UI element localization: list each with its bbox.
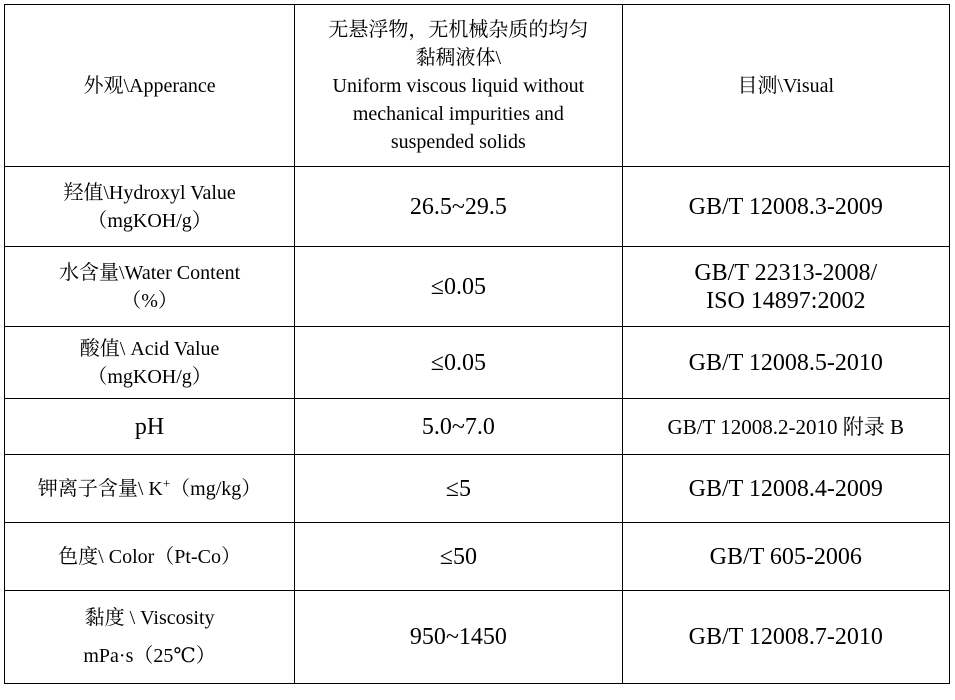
method-label: GB/T 12008.4-2009: [688, 475, 883, 502]
value-cell: [295, 5, 622, 167]
method-label: GB/T 22313-2008/: [694, 259, 878, 286]
value-cell: [295, 167, 622, 247]
table-row-acid-value: [5, 327, 950, 399]
table-row-color: [5, 523, 950, 591]
method-label: GB/T 12008.3-2009: [688, 193, 883, 220]
value-cell: [295, 523, 622, 591]
property-label: 外观\Apperance: [83, 74, 216, 97]
method-label: GB/T 12008.5-2010: [688, 349, 883, 376]
value-text: 26.5~29.5: [409, 193, 507, 220]
property-cell: [5, 399, 295, 455]
method-label: ISO 14897:2002: [706, 287, 866, 314]
method-cell: [622, 399, 949, 455]
value-text: 950~1450: [409, 624, 507, 650]
property-label: pH: [134, 413, 165, 440]
method-cell: [622, 523, 949, 591]
value-cell: [295, 455, 622, 523]
property-label: 水含量\Water Content: [59, 261, 241, 284]
method-cell: [622, 247, 949, 327]
table-row-viscosity: [5, 591, 950, 684]
property-cell: [5, 5, 295, 167]
value-cell: [295, 247, 622, 327]
table-row-hydroxyl-value: [5, 167, 950, 247]
table-row-potassium-ion: [5, 455, 950, 523]
property-unit: （mgKOH/g）: [87, 209, 212, 232]
property-cell: [5, 167, 295, 247]
property-unit: （mgKOH/g）: [87, 365, 212, 388]
property-cell: [5, 247, 295, 327]
specification-table: [4, 4, 950, 684]
table-row-ph: [5, 399, 950, 455]
method-cell: [622, 591, 949, 684]
table-row-appearance: [5, 5, 950, 167]
method-cell: [622, 167, 949, 247]
value-text: ≤50: [439, 543, 477, 570]
value-line: Uniform viscous liquid without: [332, 74, 585, 97]
value-text: 5.0~7.0: [421, 413, 495, 440]
value-line: 黏稠液体\: [415, 46, 502, 69]
value-text: ≤5: [445, 475, 471, 502]
method-cell: [622, 455, 949, 523]
property-label: [9, 475, 290, 503]
property-label: 色度\ Color（Pt-Co）: [58, 545, 241, 568]
value-text: ≤0.05: [430, 273, 486, 300]
property-label-main: 钾离子含量\ K: [37, 477, 163, 500]
superscript-plus: +: [162, 474, 171, 490]
value-text: ≤0.05: [430, 349, 486, 376]
value-line: 无悬浮物，无机械杂质的均匀: [328, 18, 589, 41]
property-cell: [5, 327, 295, 399]
method-label: 目测\Visual: [737, 74, 835, 97]
value-cell: [295, 591, 622, 684]
property-label: 羟值\Hydroxyl Value: [63, 181, 236, 204]
method-label: GB/T 12008.7-2010: [688, 624, 883, 650]
property-unit: mPa·s（25℃）: [83, 645, 216, 667]
value-line: suspended solids: [390, 130, 526, 153]
table-row-water-content: [5, 247, 950, 327]
method-cell: [622, 327, 949, 399]
property-cell: [5, 455, 295, 523]
property-unit: （%）: [121, 289, 178, 312]
value-cell: [295, 327, 622, 399]
property-cell: [5, 523, 295, 591]
method-label: GB/T 605-2006: [709, 543, 862, 570]
value-cell: [295, 399, 622, 455]
property-label: 酸值\ Acid Value: [79, 337, 220, 360]
value-line: mechanical impurities and: [352, 102, 564, 125]
property-cell: [5, 591, 295, 684]
property-unit: （mg/kg）: [170, 477, 262, 500]
method-label: GB/T 12008.2-2010 附录 B: [667, 414, 905, 439]
property-label: 黏度 \ Viscosity: [84, 607, 215, 629]
method-cell: [622, 5, 949, 167]
